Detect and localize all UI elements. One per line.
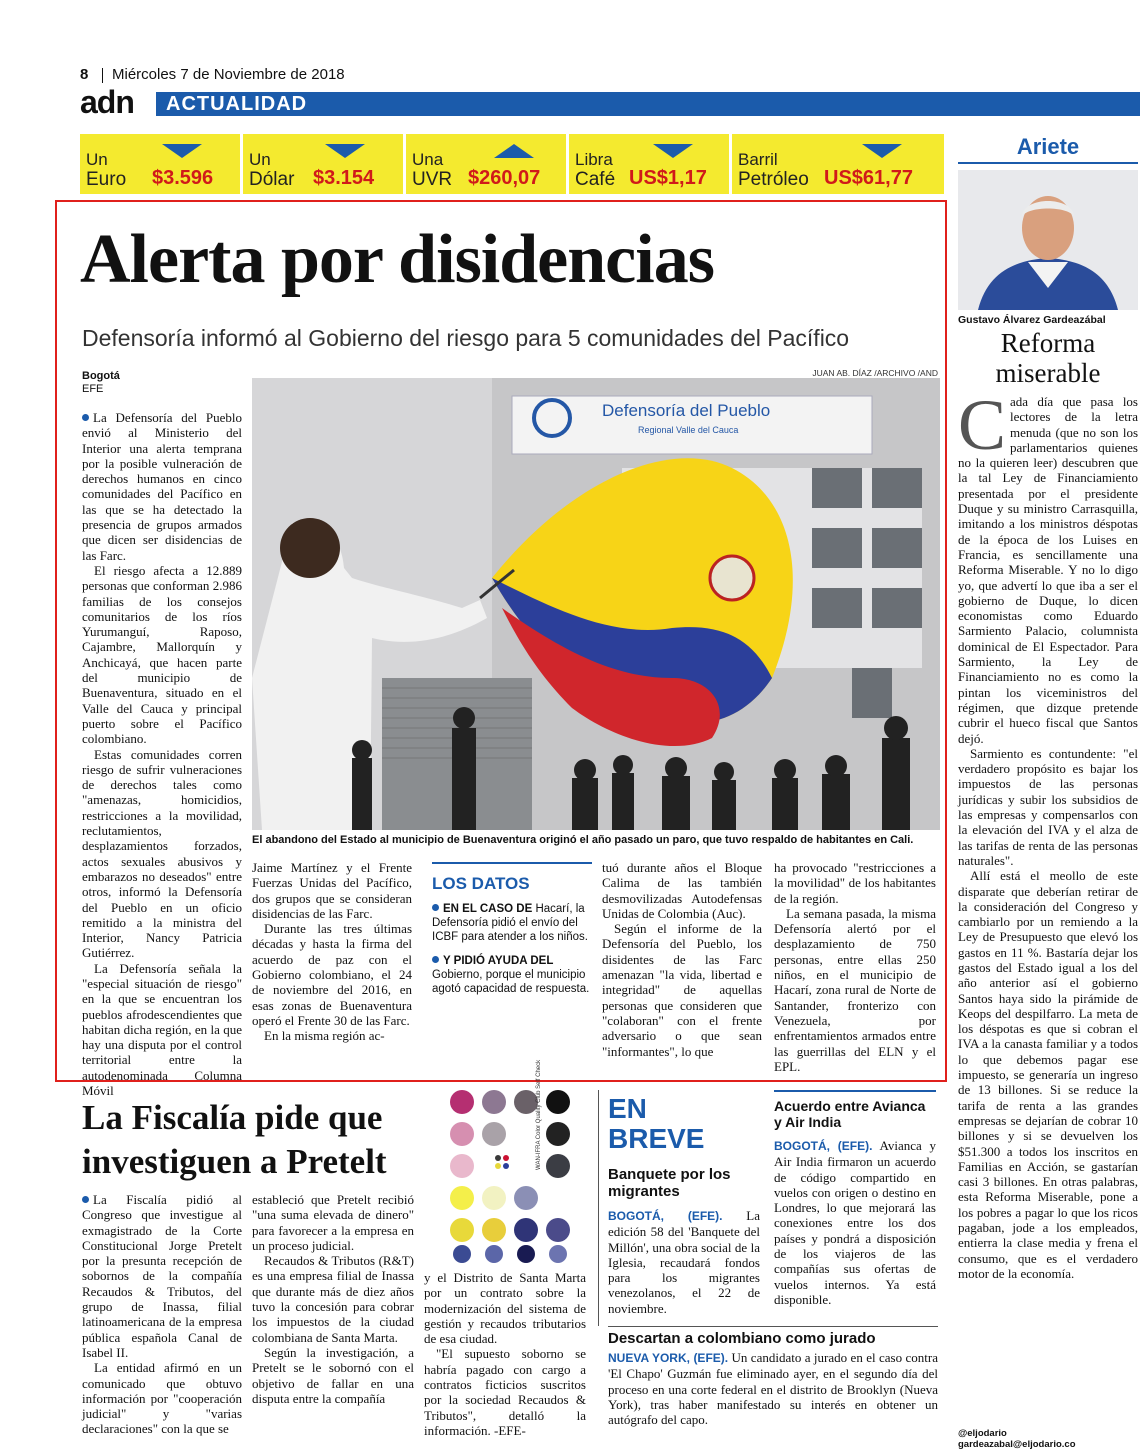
los-datos-box xyxy=(432,862,592,1032)
brief-3-title: Descartan a colombiano como jurado xyxy=(608,1330,876,1347)
dropcap: C xyxy=(958,385,1007,465)
brief-3-body: NUEVA YORK, (EFE). Un candidato a jurado en el caso contra 'El Chapo' Guzmán fue eliminado ayer, en el segundo día del proceso en una corte federal en el distrito de Brooklyn (Nueva York), tras haber manifestado su interés en obtener un autógrafo del capo. xyxy=(608,1350,938,1428)
ticker-value: $3.596 xyxy=(152,167,214,189)
columnist-photo xyxy=(958,170,1138,310)
main-column-1: La Defensoría del Pueblo envió al Ministerio del Interior una alerta temprana por la posible vulneración de derechos humanos en cinco comunidades del Pacífico en las que se ha detectado la presencia de grupos armados que dicen ser disidencias de las Farc. El riesgo afecta a 12.889 personas que conforman 2.986 familias de los consejos comunitarios de los ríos Yurumanguí, Raposo, Cajambre, Mallorquín y Anchicayá, que hacen parte del municipio de Buenaventura, situado en el Valle del Cauca y principal puerto sobre el Pacífico colombiano. Estas comunidades corren riesgo de sufrir vulneraciones de derechos tales como "amenazas, homicidios, restricciones a la movilidad, reclutamientos, desplazamientos forzados, actos sexuales abusivos y embarazos no deseados" entre otros, informó la Defensoría del Pueblo en un oficio remitido a la ministra del Interior, Nancy Patricia Gutiérrez. La Defensoría señala la "especial situación de riesgo" en la que se encuentran los pueblos afrodescendientes que habitan dicha región, en la que hay una disputa por el control territorial entre la autodenominada Columna Móvil xyxy=(82,410,242,1099)
ticker-value: $3.154 xyxy=(313,167,375,189)
columnist-name: Gustavo Álvarez Gardeazábal xyxy=(958,314,1106,326)
bullet-icon xyxy=(82,414,89,421)
column-body: Cada día que pasa los lectores de la letra menuda (que no son los parlamentarios quienes no la quieren leer) descubren que la tal Ley de Financiamiento presentada por el presidente Duque y su ministro Carrasquilla, imitando a los ministros déspotas de la época de los Luises en Francia, es sencillamente una Reforma Miserable. Y no lo digo yo, que advertí lo que iba a ser el gobierno de Duque, lo dicen economistas como Eduardo Sarmiento Palacio, columnista dominical de El Espectador. Para Sarmiento, la Ley de Financiamiento no es como la pintan los viceministros del régimen, que dizque pretende cubrir el hueco fiscal que Santos dejó. Sarmiento es contundente: "el verdadero propósito es bajar los impuestos de las personas jurídicas y subir los subsidios de las empresas y compensarlos con la elevación del IVA y el alza de las tarifas de renta de las personas naturales". Allí está el meollo de este disparate que deberían retirar de la consideración del Congreso y cambiarlo por un remiendo a la Ley de Presupuesto que elevó los gastos en 11 %. Bastaría dejar los gastos del Estado igual a los del año anterior así el gobierno Santos haya sido la pirámide de Keops del despilfarro. La meta de los déspotas es que si cobran el IVA a la canasta familiar y a todos lo que debemos pagar ese impuesto, se generaría un ingreso de 13 billones. Si se reduce la tarifa de renta a las grandes empresas se dejarían de cobrar 10 billones y si se devuelven los $51.300 a todos los inscritos en Familias en Acción, se gastarían casi 3 billones. En otras palabras, esta Reforma Miserable, pone a los pobres a pagar lo que los ricos pagaban, jode a los empleados, entierra la clase media y frena el consumo, que es el verdadero motor de la economía. xyxy=(958,385,1138,1281)
byline xyxy=(82,370,242,396)
fiscalia-column-3: y el Distrito de Santa Marta por un contrato sobre la modernización del sistema de gestión y recaudos tributarios de esa ciudad. "El supuesto soborno se habría pagado con cargo a contratos ficticios suscritos por la sociedad Recaudos & Tributos", detalló la información. -EFE- xyxy=(424,1270,586,1438)
brief-1-title: Banquete por los migrantes xyxy=(608,1166,731,1200)
page-header xyxy=(80,66,1140,122)
ticker-cafe: Libra Café US$1,17 xyxy=(569,134,729,194)
down-arrow-icon xyxy=(653,144,693,158)
bullet-icon xyxy=(82,1196,89,1203)
byline-city: Bogotá xyxy=(82,370,120,382)
bullet-icon xyxy=(432,956,439,963)
columnist-portrait-illustration xyxy=(958,170,1138,310)
color-quality-bar xyxy=(444,1059,590,1264)
columnist-handle: @eljodario xyxy=(958,1428,1007,1439)
brief-2-rule xyxy=(774,1090,936,1092)
color-swatches xyxy=(444,1059,590,1264)
fiscalia-headline: La Fiscalía pide que investiguen a Pretelt xyxy=(82,1098,387,1181)
header-divider xyxy=(102,68,103,83)
byline-agency: EFE xyxy=(82,383,104,395)
main-photo xyxy=(252,378,940,830)
fiscalia-column-2: estableció que Pretelt recibió "una suma elevada de dinero" para favorecer a la empresa en un proceso judicial. Recaudos & Tributos (R&T) es una empresa filial de Inassa que durante más de diez años tuvo la concesión para cobrar los impuestos de la ciudad colombiana de Santa Marta. Según la investigación, a Pretelt se le sobornó con el objetivo de fallar en una disputa entre la compañía xyxy=(252,1192,414,1406)
ariete-label: Ariete xyxy=(958,134,1138,164)
section-title: ACTUALIDAD xyxy=(166,93,308,115)
main-subhead: Defensoría informó al Gobierno del riesgo para 5 comunidades del Pacífico xyxy=(82,325,850,351)
ariete-column xyxy=(958,134,1138,1450)
main-column-3: tuó durante años el Bloque Calima de las también desmovilizadas Autodefensas Unidas de Colombia (Auc). Según el informe de la Defensoría del Pueblo, los disidentes de las Farc amenazan "la vida, libertad e integridad" de aquellas personas que consideren que "colaboran" con el frente adversario o que sean "informantes", lo que xyxy=(602,860,762,1059)
bullet-icon xyxy=(432,904,439,911)
brief-3-rule xyxy=(608,1326,938,1327)
flag-protest-illustration xyxy=(252,378,940,830)
down-arrow-icon xyxy=(862,144,902,158)
columnist-email: gardeazabal@eljodario.co xyxy=(958,1439,1076,1450)
down-arrow-icon xyxy=(325,144,365,158)
main-headline: Alerta por disidencias xyxy=(80,221,714,298)
photo-sign-subtext: Regional Valle del Cauca xyxy=(638,425,739,435)
en-breve-divider xyxy=(598,1090,599,1326)
page-number: 8 xyxy=(80,66,89,83)
photo-credit: JUAN AB. DÍAZ /ARCHIVO /AND xyxy=(812,368,938,378)
ticker-dolar: Un Dólar $3.154 xyxy=(243,134,403,194)
main-column-2: Jaime Martínez y el Frente Fuerzas Unidas del Pacífico, dos grupos que se consideran disidencias de las Farc. Durante las tres últimas décadas y hasta la firma del acuerdo de paz con el Gobierno colombiano, el 24 de noviembre del 2016, en esas zonas de Buenaventura operó el Frente 30 de las Farc. En la misma región ac- xyxy=(252,860,412,1044)
los-datos-title: LOS DATOS xyxy=(432,874,530,893)
column-title: Reforma miserable xyxy=(995,328,1101,388)
dato-item: EN EL CASO DE Hacarí, la Defensoría pidió el envío del ICBF para atender a los niños. xyxy=(432,903,588,943)
issue-date: Miércoles 7 de Noviembre de 2018 xyxy=(112,66,345,83)
photo-caption: El abandono del Estado al municipio de Buenaventura originó el año pasado un paro, que tuvo respaldo de habitantes en Cali. xyxy=(252,834,914,846)
en-breve-title: EN BREVE xyxy=(608,1093,705,1154)
ticker-value: $260,07 xyxy=(468,167,541,189)
up-arrow-icon xyxy=(494,144,534,158)
dato-item: Y PIDIÓ AYUDA DEL Gobierno, porque el municipio agotó capacidad de respuesta. xyxy=(432,955,590,995)
brief-2-body: BOGOTÁ, (EFE). Avianca y Air India firmaron un acuerdo de código compartido en vuelos con origen o destino en Londres, lo que mejorará las conexiones entre los dos países y pondrá a disposición de los viajeros de las compañías sus ofertas de vuelos internos. Ya está disponible. xyxy=(774,1138,936,1307)
ticker-strip xyxy=(80,134,944,196)
main-column-4: ha provocado "restricciones a la movilidad" de los habitantes de la región. La semana pasada, la misma Defensoría alertó por el desplazamiento de 750 personas, entre ellas 250 niños, en el municipio de Hacarí, zona rural de Norte de Santander, fronterizo con Venezuela, por enfrentamientos armados entre las guerrillas del ELN y el EPL. xyxy=(774,860,936,1074)
fiscalia-column-1: La Fiscalía pidió al Congreso que investigue al exmagistrado de la Corte Constitucional Jorge Pretelt por la presunta recepción de sobornos de la compañía Recaudos & Tributos, del grupo de Inassa, filial latinoamericana de la empresa pública española Canal de Isabel II. La entidad afirmó en un comunicado que obtuvo información por "cooperación judicial" y "varias declaraciones" con la que se xyxy=(82,1192,242,1437)
brief-2-title: Acuerdo entre Avianca y Air India xyxy=(774,1098,926,1130)
down-arrow-icon xyxy=(162,144,202,158)
ticker-uvr: Una UVR $260,07 xyxy=(406,134,566,194)
ticker-petroleo: Barril Petróleo US$61,77 xyxy=(732,134,944,194)
ticker-value: US$1,17 xyxy=(629,167,707,189)
adn-logo: adn xyxy=(80,84,134,120)
ticker-value: US$61,77 xyxy=(824,167,913,189)
colorbar-label: WAN-IFRA Color Quality Club Self Check xyxy=(536,1059,542,1170)
brief-1-body: BOGOTÁ, (EFE). La edición 58 del 'Banquete del Millón', una obra social de la Iglesia, recaudará fondos para los migrantes venezolanos, el 22 de noviembre. xyxy=(608,1208,760,1316)
ticker-euro: Un Euro $3.596 xyxy=(80,134,240,194)
photo-sign-text: Defensoría del Pueblo xyxy=(602,401,771,420)
section-bar xyxy=(156,92,1140,116)
